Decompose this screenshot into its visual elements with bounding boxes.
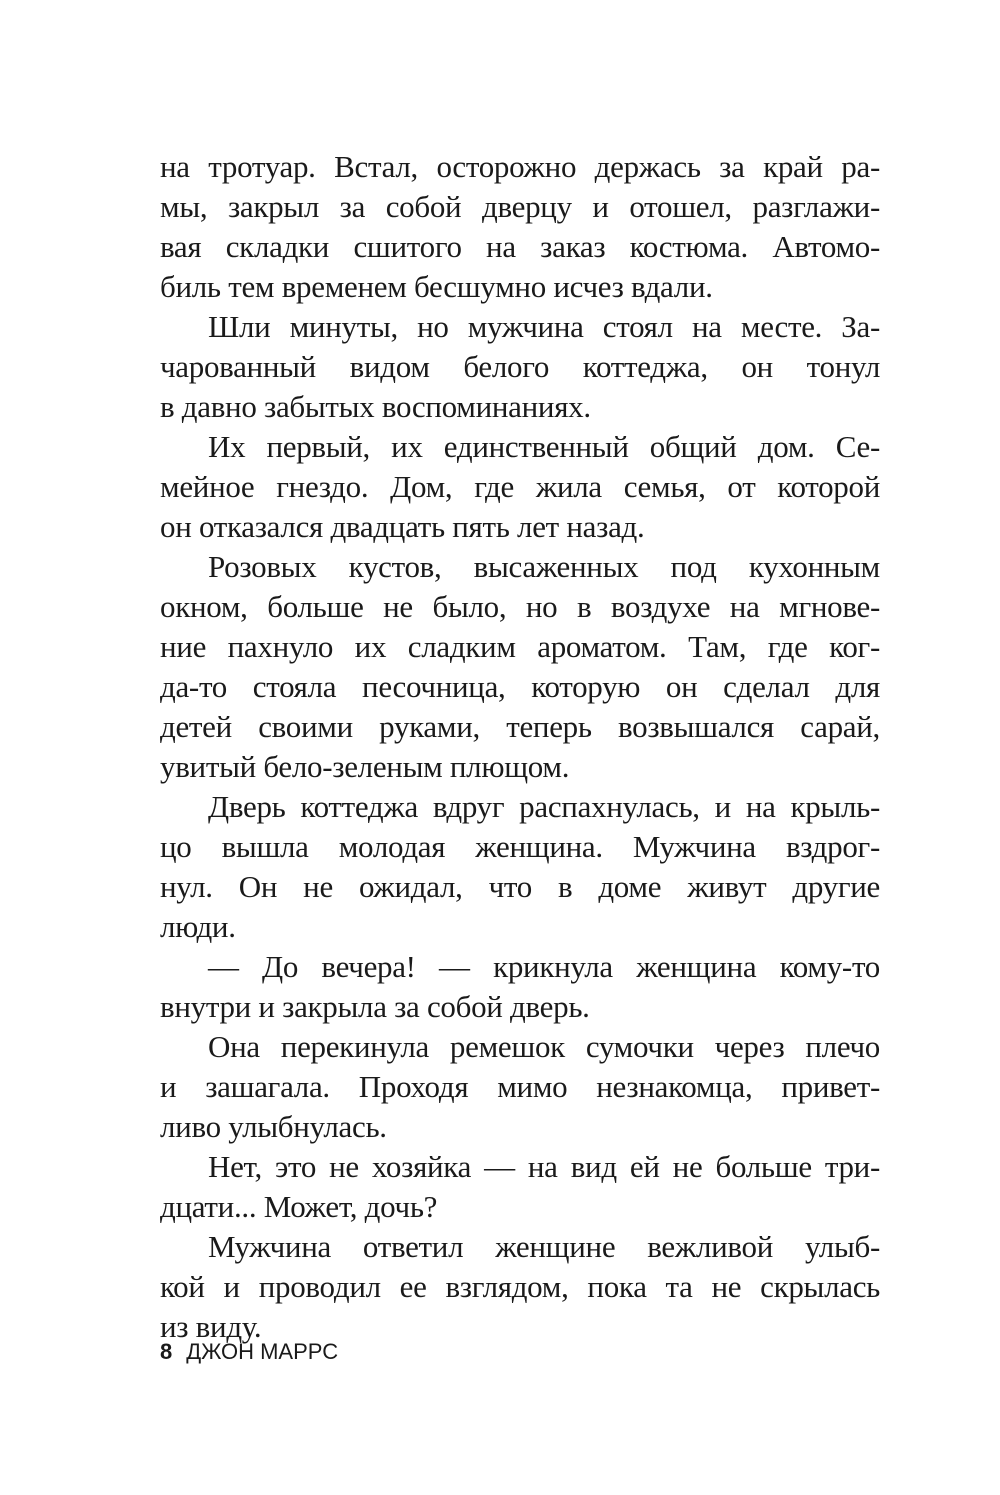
text-line: чарованный видом белого коттеджа, он тонул (160, 349, 880, 384)
text-line: Шли минуты, но мужчина стоял на месте. За- (208, 309, 880, 344)
text-line: на тротуар. Встал, осторожно держась за край ра- (160, 149, 880, 184)
text-line: нул. Он не ожидал, что в доме живут другие (160, 869, 880, 904)
text-line: вая складки сшитого на заказ костюма. Автомо- (160, 229, 880, 264)
text-line: ливо улыбнулась. (160, 1109, 387, 1144)
text-line: мы, закрыл за собой дверцу и отошел, разглажи- (160, 189, 880, 224)
text-line: Мужчина ответил женщине вежливой улыб- (208, 1229, 880, 1264)
text-line: увитый бело-зеленым плющом. (160, 749, 570, 784)
text-line: биль тем временем бесшумно исчез вдали. (160, 269, 713, 304)
text-line: — До вечера! — крикнула женщина кому-то (208, 949, 880, 984)
body-text (160, 147, 880, 1347)
text-line: Нет, это не хозяйка — на вид ей не больше три- (208, 1149, 880, 1184)
text-line: цо вышла молодая женщина. Мужчина вздрог- (160, 829, 880, 864)
page-footer (160, 1337, 338, 1367)
text-line: окном, больше не было, но в воздухе на мгнове- (160, 589, 880, 624)
text-line: он отказался двадцать пять лет назад. (160, 509, 645, 544)
text-line: в давно забытых воспоминаниях. (160, 389, 591, 424)
text-line: детей своими руками, теперь возвышался сарай, (160, 709, 880, 744)
text-line: люди. (160, 909, 236, 944)
running-author: ДЖОН МАРРС (186, 1339, 339, 1364)
text-line: из виду. (160, 1309, 262, 1344)
text-line: Розовых кустов, высаженных под кухонным (208, 549, 880, 584)
text-line: ние пахнуло их сладким ароматом. Там, где ког- (160, 629, 880, 664)
text-line: внутри и закрыла за собой дверь. (160, 989, 590, 1024)
text-line: кой и проводил ее взглядом, пока та не скрылась (160, 1269, 880, 1304)
text-line: мейное гнездо. Дом, где жила семья, от которой (160, 469, 880, 504)
text-line: Их первый, их единственный общий дом. Се- (208, 429, 880, 464)
text-line: Она перекинула ремешок сумочки через плечо (208, 1029, 880, 1064)
text-line: дцати... Может, дочь? (160, 1189, 438, 1224)
text-line: Дверь коттеджа вдруг распахнулась, и на крыль- (208, 789, 880, 824)
text-line: да-то стояла песочница, которую он сделал для (160, 669, 880, 704)
page-number: 8 (160, 1339, 173, 1364)
text-line: и зашагала. Проходя мимо незнакомца, привет- (160, 1069, 880, 1104)
